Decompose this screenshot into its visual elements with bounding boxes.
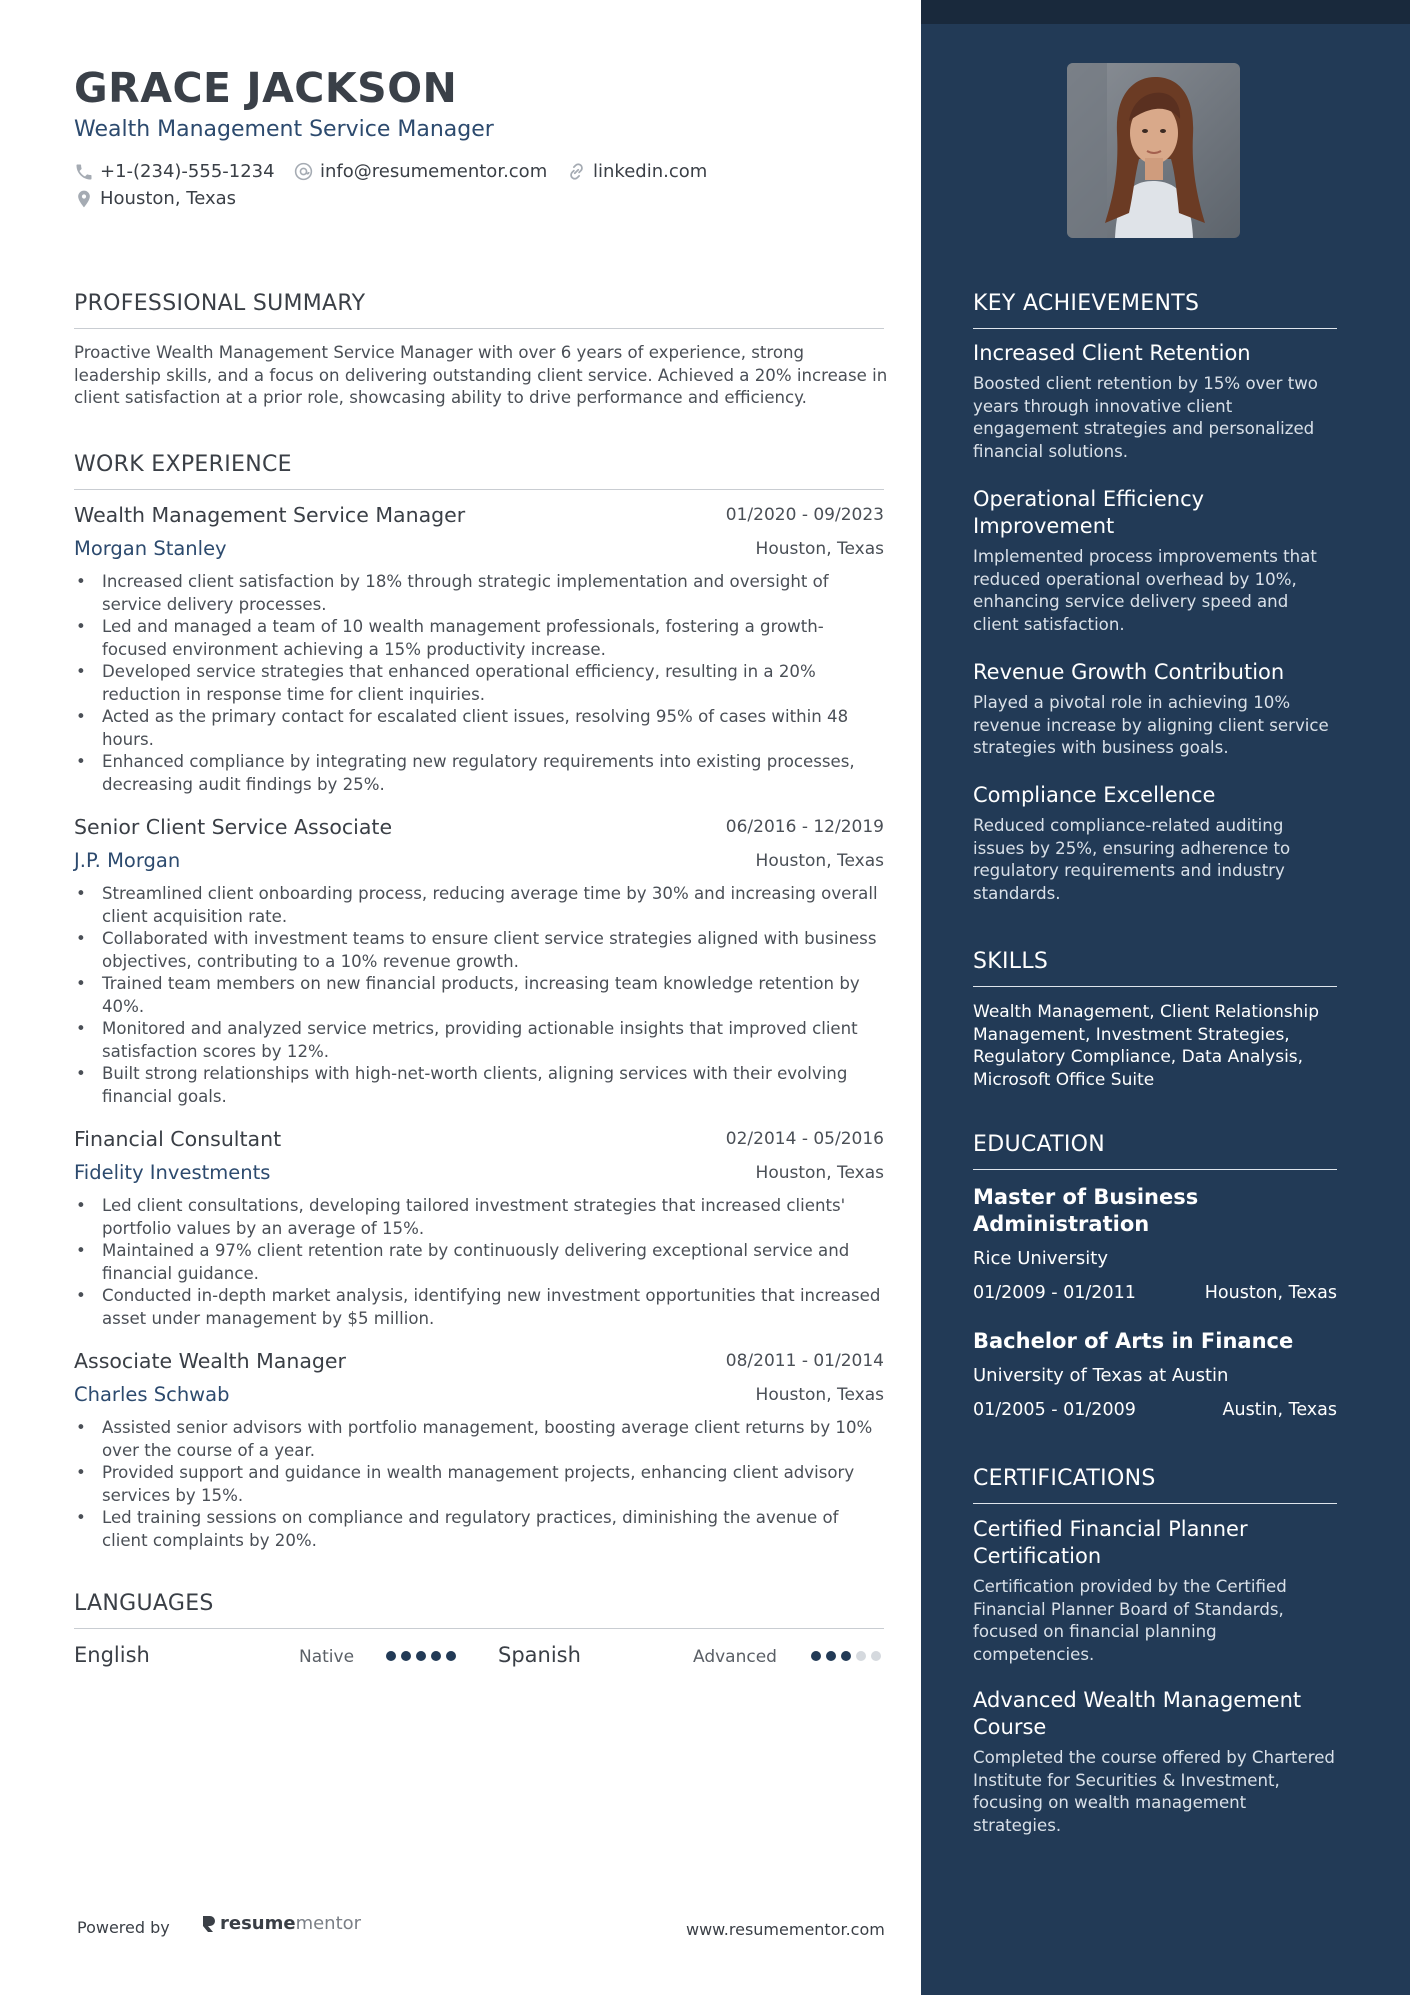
email-contact[interactable] (293, 161, 547, 182)
job-location: Houston, Texas (755, 851, 884, 871)
location-contact (74, 188, 236, 209)
education-school: University of Texas at Austin (973, 1365, 1229, 1386)
job-dates: 01/2020 - 09/2023 (725, 505, 884, 525)
job-bullet: • Enhanced compliance by integrating new regulatory requirements into existing processes, decreasing audit findings by 25%. (74, 751, 884, 796)
language-rating (386, 1651, 456, 1661)
certifications-heading: CERTIFICATIONS (973, 1466, 1337, 1504)
job-entry (74, 815, 884, 1108)
resumementor-logo[interactable] (200, 1913, 361, 1934)
job-company: Fidelity Investments (74, 1161, 271, 1184)
job-bullets (74, 1417, 884, 1552)
job-bullet: • Built strong relationships with high-net-worth clients, aligning services with their evolving financial goals. (74, 1063, 884, 1108)
job-bullet: • Assisted senior advisors with portfolio management, boosting average client returns by 10% over the course of a year. (74, 1417, 884, 1462)
job-bullet: • Monitored and analyzed service metrics, providing actionable insights that improved client satisfaction scores by 12%. (74, 1018, 884, 1063)
job-title: Associate Wealth Manager (74, 1349, 346, 1373)
education-location: Austin, Texas (1222, 1400, 1337, 1420)
education-dates: 01/2009 - 01/2011 (973, 1283, 1136, 1303)
job-bullet: • Acted as the primary contact for escalated client issues, resolving 95% of cases within 48 hours. (74, 706, 884, 751)
languages-heading: LANGUAGES (74, 1591, 884, 1629)
education-heading: EDUCATION (973, 1132, 1337, 1170)
linkedin-text: linkedin.com (593, 161, 708, 182)
certification-item (973, 1516, 1337, 1666)
job-bullet: • Developed service strategies that enhanced operational efficiency, resulting in a 20% reduction in response time for client inquiries. (74, 661, 884, 706)
education-item (973, 1328, 1337, 1424)
job-bullet: • Collaborated with investment teams to ensure client service strategies aligned with business objectives, contributing to a 10% revenue growth. (74, 928, 884, 973)
rating-dot-filled (446, 1651, 456, 1661)
job-bullet: • Trained team members on new financial products, increasing team knowledge retention by 40%. (74, 973, 884, 1018)
link-icon (566, 161, 587, 182)
candidate-name: GRACE JACKSON (74, 64, 458, 112)
job-entry (74, 1349, 884, 1552)
sidebar-top-band (921, 0, 1410, 24)
job-title: Senior Client Service Associate (74, 815, 393, 839)
job-bullet: • Increased client satisfaction by 18% through strategic implementation and oversight of service delivery processes. (74, 571, 884, 616)
skills-list: Wealth Management, Client Relationship Management, Investment Strategies, Regulatory Compliance, Data Analysis, Microsoft Office Suite (973, 1002, 1320, 1090)
certification-text: Completed the course offered by Chartered Institute for Securities & Investment, focusing on wealth management strategies. (973, 1748, 1335, 1835)
summary-heading: PROFESSIONAL SUMMARY (74, 291, 884, 329)
job-title: Wealth Management Service Manager (74, 503, 466, 527)
job-company: J.P. Morgan (74, 849, 181, 872)
at-icon (293, 161, 314, 182)
certification-item (973, 1687, 1337, 1837)
job-dates: 02/2014 - 05/2016 (725, 1129, 884, 1149)
brand-light: mentor (295, 1913, 362, 1934)
phone-icon (74, 162, 94, 182)
job-company: Charles Schwab (74, 1383, 230, 1406)
achievement-item (973, 340, 1337, 463)
skills-heading: SKILLS (973, 949, 1337, 987)
job-bullet: • Led client consultations, developing tailored investment strategies that increased clients' portfolio values by an average of 15%. (74, 1195, 884, 1240)
resumementor-logo-icon (200, 1914, 216, 1934)
achievement-item (973, 659, 1337, 760)
rating-dot-empty (856, 1651, 866, 1661)
achievement-item (973, 486, 1337, 636)
powered-by-label: Powered by (77, 1918, 170, 1937)
education-school: Rice University (973, 1248, 1108, 1269)
achievement-text: Implemented process improvements that reduced operational overhead by 10%, enhancing service delivery speed and client satisfaction. (973, 547, 1317, 634)
summary-text: Proactive Wealth Management Service Manager with over 6 years of experience, strong leadership skills, and a focus on delivering outstanding client service. Achieved a 20% increase in client satisfaction at a prior role, showcasing ability to drive performance and efficiency. (74, 343, 888, 407)
achievement-title: Operational Efficiency Improvement (973, 487, 1205, 538)
language-name: Spanish (498, 1643, 581, 1667)
job-bullet: • Led and managed a team of 10 wealth management professionals, fostering a growth-focused environment achieving a 15% productivity increase. (74, 616, 884, 661)
education-dates: 01/2005 - 01/2009 (973, 1400, 1136, 1420)
job-location: Houston, Texas (755, 539, 884, 559)
candidate-title: Wealth Management Service Manager (74, 117, 494, 142)
rating-dot-filled (431, 1651, 441, 1661)
certification-title: Certified Financial Planner Certification (973, 1517, 1248, 1568)
rating-dot-filled (401, 1651, 411, 1661)
achievement-title: Compliance Excellence (973, 783, 1216, 807)
email-text: info@resumementor.com (320, 161, 548, 182)
job-bullet: • Provided support and guidance in wealth management projects, enhancing client advisory services by 15%. (74, 1462, 884, 1507)
job-bullet: • Maintained a 97% client retention rate by continuously delivering exceptional service and financial guidance. (74, 1240, 884, 1285)
job-bullet: • Led training sessions on compliance and regulatory practices, diminishing the avenue of client complaints by 20%. (74, 1507, 884, 1552)
certification-title: Advanced Wealth Management Course (973, 1688, 1302, 1739)
job-entry (74, 1127, 884, 1330)
job-bullets (74, 571, 884, 796)
job-dates: 06/2016 - 12/2019 (725, 817, 884, 837)
achievement-text: Boosted client retention by 15% over two years through innovative client engagement strategies and personalized financial solutions. (973, 374, 1318, 461)
profile-photo (1067, 63, 1240, 238)
achievements-heading: KEY ACHIEVEMENTS (973, 291, 1337, 329)
rating-dot-filled (841, 1651, 851, 1661)
language-level: Advanced (693, 1647, 777, 1667)
certification-text: Certification provided by the Certified Financial Planner Board of Standards, focused on financial planning competencies. (973, 1577, 1287, 1664)
location-text: Houston, Texas (100, 188, 237, 209)
achievement-item (973, 782, 1337, 905)
job-bullets (74, 883, 884, 1108)
achievement-title: Revenue Growth Contribution (973, 660, 1285, 684)
job-bullet: • Streamlined client onboarding process, reducing average time by 30% and increasing overall client acquisition rate. (74, 883, 884, 928)
job-entry (74, 503, 884, 796)
job-location: Houston, Texas (755, 1385, 884, 1405)
achievement-text: Played a pivotal role in achieving 10% revenue increase by aligning client service strategies with business goals. (973, 693, 1329, 757)
rating-dot-filled (826, 1651, 836, 1661)
job-company: Morgan Stanley (74, 537, 227, 560)
job-bullet: • Conducted in-depth market analysis, identifying new investment opportunities that increased asset under management by $5 million. (74, 1285, 884, 1330)
education-location: Houston, Texas (1204, 1283, 1337, 1303)
sidebar (921, 0, 1410, 1995)
phone-contact[interactable] (74, 161, 275, 182)
brand-bold: resume (220, 1913, 296, 1934)
job-dates: 08/2011 - 01/2014 (725, 1351, 884, 1371)
language-rating (811, 1651, 881, 1661)
achievement-text: Reduced compliance-related auditing issues by 25%, ensuring adherence to regulatory requirements and industry standards. (973, 816, 1291, 903)
location-pin-icon (74, 189, 94, 209)
language-name: English (74, 1643, 150, 1667)
linkedin-contact[interactable] (566, 161, 707, 182)
rating-dot-filled (416, 1651, 426, 1661)
job-title: Financial Consultant (74, 1127, 282, 1151)
education-degree: Bachelor of Arts in Finance (973, 1329, 1294, 1353)
achievement-title: Increased Client Retention (973, 341, 1251, 365)
rating-dot-filled (386, 1651, 396, 1661)
phone-text: +1-(234)-555-1234 (100, 161, 275, 182)
website-link[interactable]: www.resumementor.com (686, 1920, 885, 1939)
experience-heading: WORK EXPERIENCE (74, 452, 884, 490)
rating-dot-empty (871, 1651, 881, 1661)
job-location: Houston, Texas (755, 1163, 884, 1183)
job-bullets (74, 1195, 884, 1330)
education-degree: Master of Business Administration (973, 1185, 1199, 1236)
language-level: Native (299, 1647, 355, 1667)
education-item (973, 1184, 1337, 1307)
rating-dot-filled (811, 1651, 821, 1661)
